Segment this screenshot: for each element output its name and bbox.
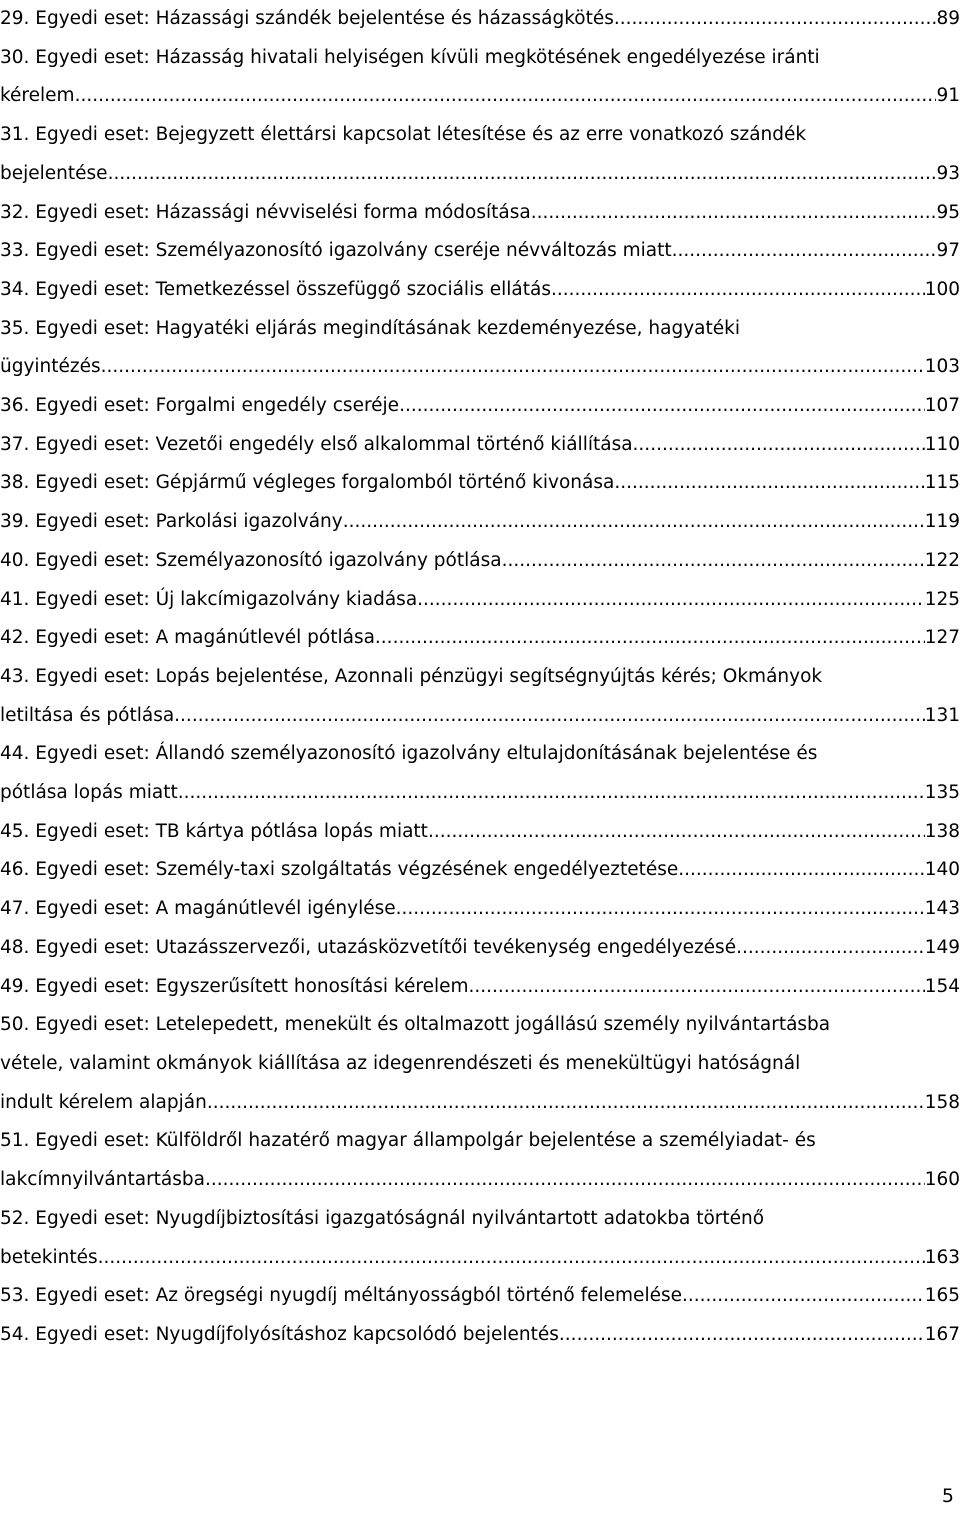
toc-entry[interactable] [0, 1277, 960, 1316]
toc-leader-dots [174, 697, 925, 736]
toc-entry-last-line [0, 426, 960, 465]
toc-entry-last-line [0, 851, 960, 890]
toc-entry[interactable] [0, 890, 960, 929]
toc-entry-page: 154 [924, 975, 960, 997]
toc-entry-title: 42. Egyedi eset: A magánútlevél pótlása [0, 627, 375, 649]
toc-entry-page: 119 [924, 511, 960, 533]
toc-leader-dots [207, 1084, 925, 1123]
toc-entry[interactable] [0, 39, 960, 116]
toc-entry-title: 47. Egyedi eset: A magánútlevél igénylése [0, 898, 396, 920]
toc-entry[interactable] [0, 464, 960, 503]
toc-entry-page: 165 [924, 1285, 960, 1307]
toc-entry-title: 36. Egyedi eset: Forgalmi engedély cseréje [0, 395, 400, 417]
toc-entry-page: 143 [924, 898, 960, 920]
toc-entry-line [0, 39, 960, 78]
toc-entry-page: 103 [924, 356, 960, 378]
page-number: 5 [941, 1485, 954, 1507]
toc-entry[interactable] [0, 0, 960, 39]
toc-leader-dots [205, 1161, 925, 1200]
toc-entry-page: 91 [936, 85, 960, 107]
toc-entry-title: 34. Egyedi eset: Temetkezéssel összefüggő szociális ellátás [0, 278, 551, 300]
toc-entry-page: 158 [924, 1091, 960, 1113]
toc-entry[interactable] [0, 619, 960, 658]
toc-entry-page: 97 [936, 240, 960, 262]
toc-entry-page: 93 [936, 162, 960, 184]
toc-entry[interactable] [0, 503, 960, 542]
toc-entry-last-line [0, 619, 960, 658]
toc-entry-page: 131 [924, 704, 960, 726]
toc-entry-title: bejelentése [0, 162, 108, 184]
toc-entry-title: 38. Egyedi eset: Gépjármű végleges forgalomból történő kivonása [0, 472, 615, 494]
toc-leader-dots [98, 1239, 925, 1278]
toc-entry-last-line [0, 581, 960, 620]
toc-entry-title: indult kérelem alapján [0, 1091, 207, 1113]
toc-entry-title: 50. Egyedi eset: Letelepedett, menekült és oltalmazott jogállású személy nyilvántartásba [0, 1014, 831, 1036]
toc-entry-page: 122 [924, 549, 960, 571]
toc-entry-last-line [0, 774, 960, 813]
toc-entry-title: betekintés [0, 1246, 98, 1268]
toc-entry-last-line [0, 387, 960, 426]
toc-entry-last-line [0, 271, 960, 310]
toc-entry-last-line [0, 1161, 960, 1200]
toc-leader-dots [375, 619, 925, 658]
toc-entry-page: 100 [924, 278, 960, 300]
toc-entry-last-line [0, 0, 960, 39]
toc-entry-page: 167 [924, 1323, 960, 1345]
toc-leader-dots [678, 851, 924, 890]
toc-entry[interactable] [0, 310, 960, 387]
toc-entry-page: 160 [924, 1169, 960, 1191]
toc-entry-title: 43. Egyedi eset: Lopás bejelentése, Azonnali pénzügyi segítségnyújtás kérés; Okmányok [0, 665, 823, 687]
toc-entry[interactable] [0, 735, 960, 812]
toc-leader-dots [399, 387, 925, 426]
toc-entry-title: letiltása és pótlása [0, 704, 175, 726]
toc-entry-title: 39. Egyedi eset: Parkolási igazolvány [0, 511, 343, 533]
toc-entry-title: 51. Egyedi eset: Külföldről hazatérő magyar állampolgár bejelentése a személyiadat- és [0, 1130, 816, 1152]
toc-entry-last-line [0, 813, 960, 852]
toc-entry-last-line [0, 1084, 960, 1123]
toc-leader-dots [736, 929, 925, 968]
toc-leader-dots [343, 503, 925, 542]
toc-leader-dots [178, 774, 925, 813]
toc-entry-line [0, 1045, 960, 1084]
toc-entry[interactable] [0, 968, 960, 1007]
toc-entry-line [0, 1006, 960, 1045]
toc-entry-last-line [0, 1316, 960, 1355]
toc-entry[interactable] [0, 1122, 960, 1199]
toc-leader-dots [682, 1277, 925, 1316]
toc-entry-last-line [0, 968, 960, 1007]
toc-entry-last-line [0, 542, 960, 581]
toc-leader-dots [531, 194, 937, 233]
toc-entry-title: 45. Egyedi eset: TB kártya pótlása lopás miatt [0, 820, 428, 842]
toc-entry-page: 140 [924, 859, 960, 881]
toc-entry-page: 125 [924, 588, 960, 610]
toc-entry-last-line [0, 1239, 960, 1278]
toc-entry-last-line [0, 697, 960, 736]
toc-entry-title: 37. Egyedi eset: Vezetői engedély első alkalommal történő kiállítása [0, 433, 633, 455]
toc-leader-dots [559, 1316, 925, 1355]
toc-entry-last-line [0, 503, 960, 542]
toc-entry[interactable] [0, 929, 960, 968]
toc-entry-line [0, 1200, 960, 1239]
toc-entry-page: 110 [924, 433, 960, 455]
toc-entry-page: 107 [924, 395, 960, 417]
toc-entry-line [0, 658, 960, 697]
toc-entry-last-line [0, 348, 960, 387]
toc-leader-dots [101, 348, 925, 387]
toc-entry[interactable] [0, 542, 960, 581]
toc-entry-page: 115 [924, 472, 960, 494]
toc-entry-title: kérelem [0, 85, 75, 107]
toc-entry[interactable] [0, 232, 960, 271]
toc-entry-title: 33. Egyedi eset: Személyazonosító igazolvány cseréje névváltozás miatt [0, 240, 672, 262]
toc-entry[interactable] [0, 581, 960, 620]
toc-entry[interactable] [0, 1316, 960, 1355]
toc-entry-title: 35. Egyedi eset: Hagyatéki eljárás megindításának kezdeményezése, hagyatéki [0, 317, 740, 339]
toc-entry-line [0, 116, 960, 155]
toc-entry-title: 40. Egyedi eset: Személyazonosító igazolvány pótlása [0, 549, 502, 571]
toc-entry-last-line [0, 929, 960, 968]
toc-entry-page: 89 [936, 8, 960, 29]
toc-entry-last-line [0, 232, 960, 271]
toc-entry-title: 53. Egyedi eset: Az öregségi nyugdíj méltányosságból történő felemelése [0, 1285, 682, 1307]
toc-entry-title: vétele, valamint okmányok kiállítása az idegenrendészeti és menekültügyi hatóságnál [0, 1052, 801, 1074]
toc-entry-page: 138 [924, 820, 960, 842]
toc-entry-page: 149 [924, 936, 960, 958]
toc-entry-title: 32. Egyedi eset: Házassági névviselési forma módosítása [0, 201, 531, 223]
toc-entry-last-line [0, 155, 960, 194]
toc-entry[interactable] [0, 1200, 960, 1277]
toc-entry-title: ügyintézés [0, 356, 101, 378]
toc-leader-dots [614, 0, 937, 39]
toc-entry[interactable] [0, 387, 960, 426]
toc-entry-title: 54. Egyedi eset: Nyugdíjfolyósításhoz kapcsolódó bejelentés [0, 1323, 559, 1345]
toc-entry[interactable] [0, 813, 960, 852]
toc-leader-dots [633, 426, 925, 465]
toc-entry[interactable] [0, 116, 960, 193]
toc-leader-dots [469, 968, 925, 1007]
toc-entry-last-line [0, 464, 960, 503]
toc-entry-title: 52. Egyedi eset: Nyugdíjbiztosítási igazgatóságnál nyilvántartott adatokba történő [0, 1207, 765, 1229]
toc-leader-dots [502, 542, 925, 581]
toc-entry-last-line [0, 77, 960, 116]
toc-entry-title: 41. Egyedi eset: Új lakcímigazolvány kiadása [0, 588, 418, 610]
toc-entry[interactable] [0, 194, 960, 233]
toc-entry[interactable] [0, 658, 960, 735]
toc-entry-title: 30. Egyedi eset: Házasság hivatali helyiségen kívüli megkötésének engedélyezése iránti [0, 46, 820, 68]
toc-entry-title: 48. Egyedi eset: Utazásszervezői, utazásközvetítői tevékenység engedélyezésé [0, 936, 737, 958]
toc-entry-page: 163 [924, 1246, 960, 1268]
toc-leader-dots [428, 813, 925, 852]
toc-entry[interactable] [0, 426, 960, 465]
toc-entry[interactable] [0, 271, 960, 310]
toc-entry-line [0, 735, 960, 774]
toc-entry-last-line [0, 194, 960, 233]
toc-leader-dots [551, 271, 925, 310]
toc-entry-page: 135 [924, 782, 960, 804]
toc-entry-title: 31. Egyedi eset: Bejegyzett élettársi kapcsolat létesítése és az erre vonatkozó szándék [0, 124, 807, 146]
toc-entry-title: 44. Egyedi eset: Állandó személyazonosító igazolvány eltulajdonításának bejelentése és [0, 743, 818, 765]
toc-leader-dots [614, 464, 924, 503]
toc-leader-dots [672, 232, 937, 271]
toc-entry-last-line [0, 890, 960, 929]
toc-entry-page: 95 [936, 201, 960, 223]
toc-leader-dots [417, 581, 925, 620]
toc-entry[interactable] [0, 1006, 960, 1122]
toc-entry-title: pótlása lopás miatt [0, 782, 178, 804]
toc-leader-dots [108, 155, 937, 194]
toc-leader-dots [396, 890, 925, 929]
toc-entry-line [0, 1122, 960, 1161]
toc-entry-page: 127 [924, 627, 960, 649]
toc-entry-title: 49. Egyedi eset: Egyszerűsített honosítási kérelem [0, 975, 469, 997]
toc-entry-title: 29. Egyedi eset: Házassági szándék bejelentése és házasságkötés [0, 8, 614, 29]
toc-entry-title: lakcímnyilvántartásba [0, 1169, 205, 1191]
toc-entry[interactable] [0, 851, 960, 890]
toc-entry-line [0, 310, 960, 349]
toc-leader-dots [75, 77, 937, 116]
toc-entry-title: 46. Egyedi eset: Személy-taxi szolgáltatás végzésének engedélyeztetése [0, 859, 679, 881]
toc-entry-last-line [0, 1277, 960, 1316]
